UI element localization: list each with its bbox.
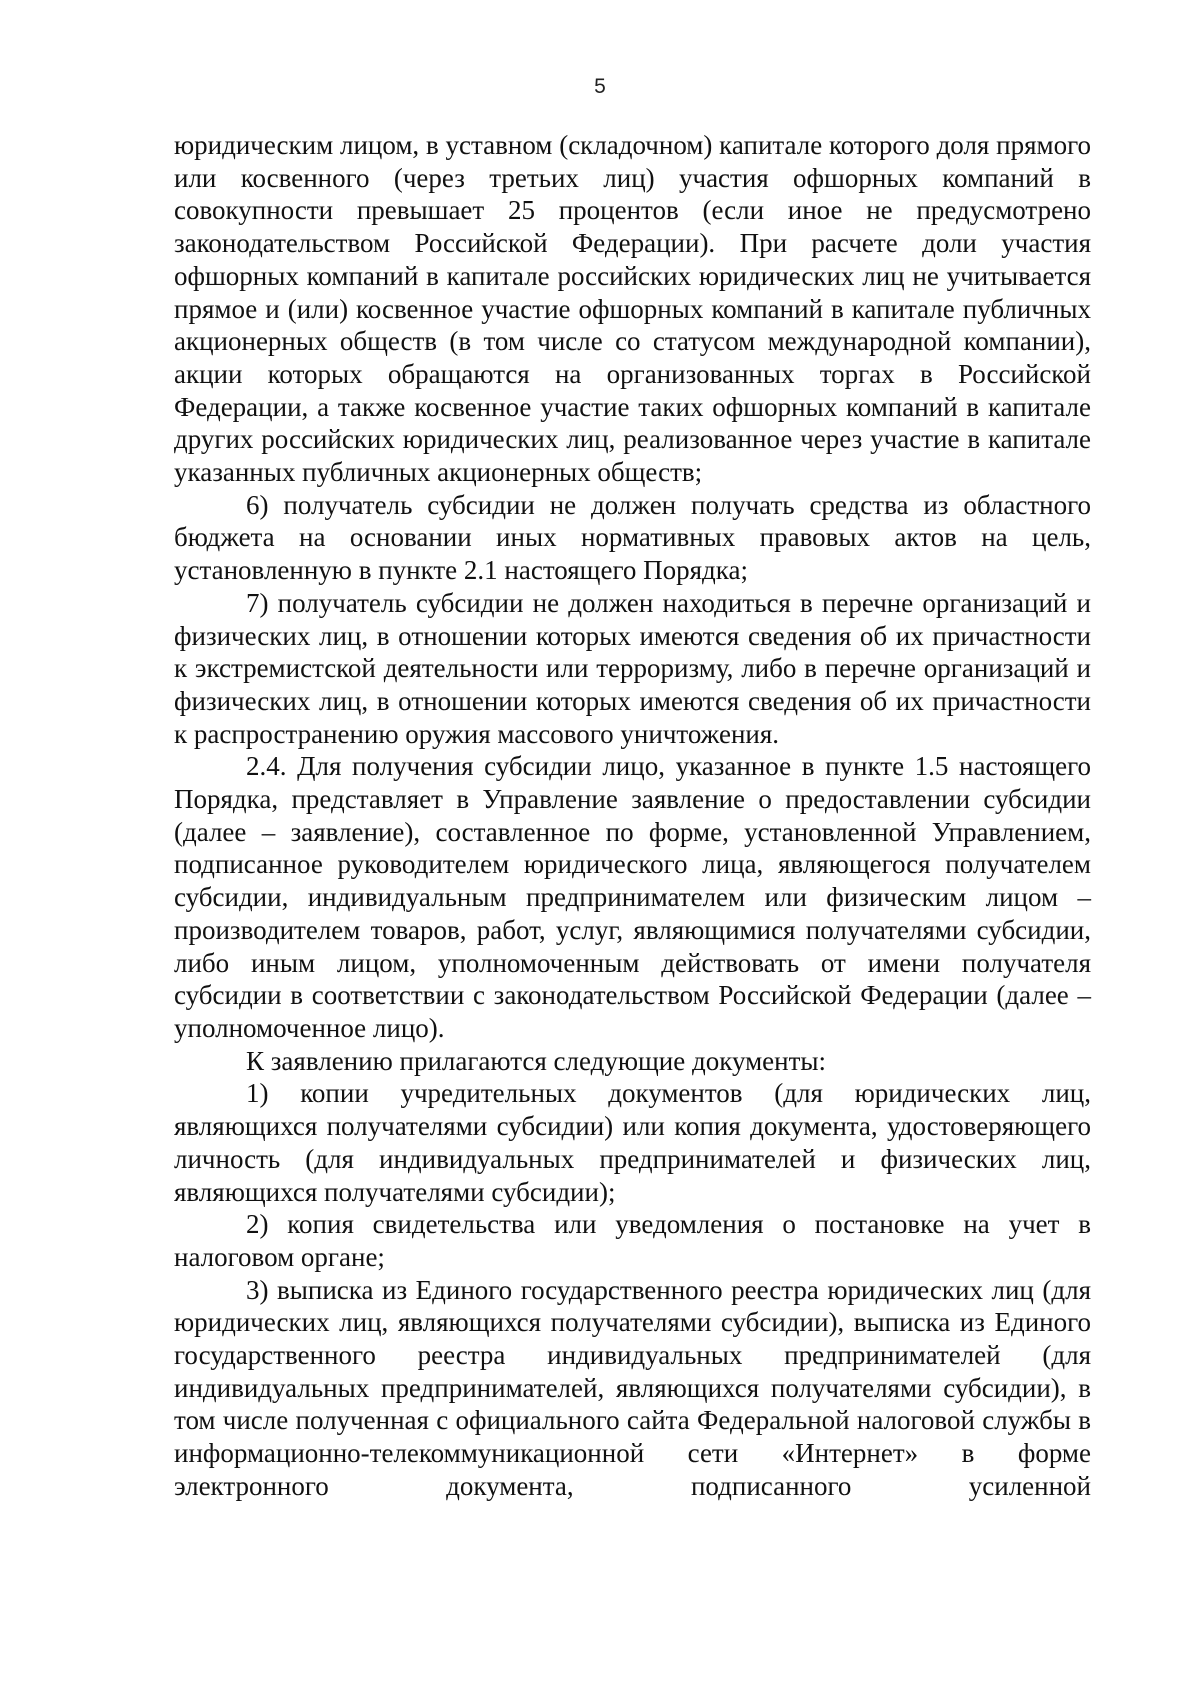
paragraph-item-7: 7) получатель субсидии не должен находиться в перечне организаций и физических лиц, в отношении которых имеются сведения об их причастности к экстремистской деятельности или терроризму, либо в перечне организаций и физических лиц, в отношении которых имеются сведения об их причастности к распространению оружия массового уничтожения. — [174, 587, 1091, 749]
paragraph-offshore-continuation: юридическим лицом, в уставном (складочном) капитале которого доля прямого или косвенного (через третьих лиц) участия офшорных компаний в совокупности превышает 25 процентов (если иное не предусмотрено законодательством Российской Федерации). При расчете доли участия офшорных компаний в капитале российских юридических лиц не учитывается прямое и (или) косвенное участие офшорных компаний в капитале публичных акционерных обществ (в том числе со статусом международной компании), акции которых обращаются на организованных торгах в Российской Федерации, а также косвенное участие таких офшорных компаний в капитале других российских юридических лиц, реализованное через участие в капитале указанных публичных акционерных обществ; — [174, 130, 1091, 488]
paragraph-document-3: 3) выписка из Единого государственного реестра юридических лиц (для юридических лиц, являющихся получателями субсидии), выписка из Единого государственного реестра индивидуальных предпринимателей (для индивидуальных предпринимателей, являющихся получателями субсидии), в том числе полученная с официального сайта Федеральной налоговой службы в информационно-телекоммуникационной сети «Интернет» в форме электронного документа, подписанного усиленной — [174, 1274, 1091, 1501]
document-body — [174, 129, 1091, 1503]
paragraph-attachments-intro: К заявлению прилагаются следующие документы: — [246, 1045, 827, 1076]
page-number: 5 — [594, 75, 606, 98]
paragraph-item-6: 6) получатель субсидии не должен получать средства из областного бюджета на основании иных нормативных правовых актов на цель, установленную в пункте 2.1 настоящего Порядка; — [174, 489, 1091, 586]
paragraph-document-1: 1) копии учредительных документов (для юридических лиц, являющихся получателями субсидии) или копия документа, удостоверяющего личность (для индивидуальных предпринимателей и физических лиц, являющихся получателями субсидии); — [174, 1078, 1091, 1207]
paragraph-section-2-4: 2.4. Для получения субсидии лицо, указанное в пункте 1.5 настоящего Порядка, представляет в Управление заявление о предоставлении субсидии (далее – заявление), составленное по форме, установленной Управлением, подписанное руководителем юридического лица, являющегося получателем субсидии, индивидуальным предпринимателем или физическим лицом – производителем товаров, работ, услуг, являющимися получателями субсидии, либо иным лицом, уполномоченным действовать от имени получателя субсидии в соответствии с законодательством Российской Федерации (далее – уполномоченное лицо). — [174, 751, 1091, 1043]
paragraph-document-2: 2) копия свидетельства или уведомления о постановке на учет в налоговом органе; — [174, 1209, 1091, 1272]
